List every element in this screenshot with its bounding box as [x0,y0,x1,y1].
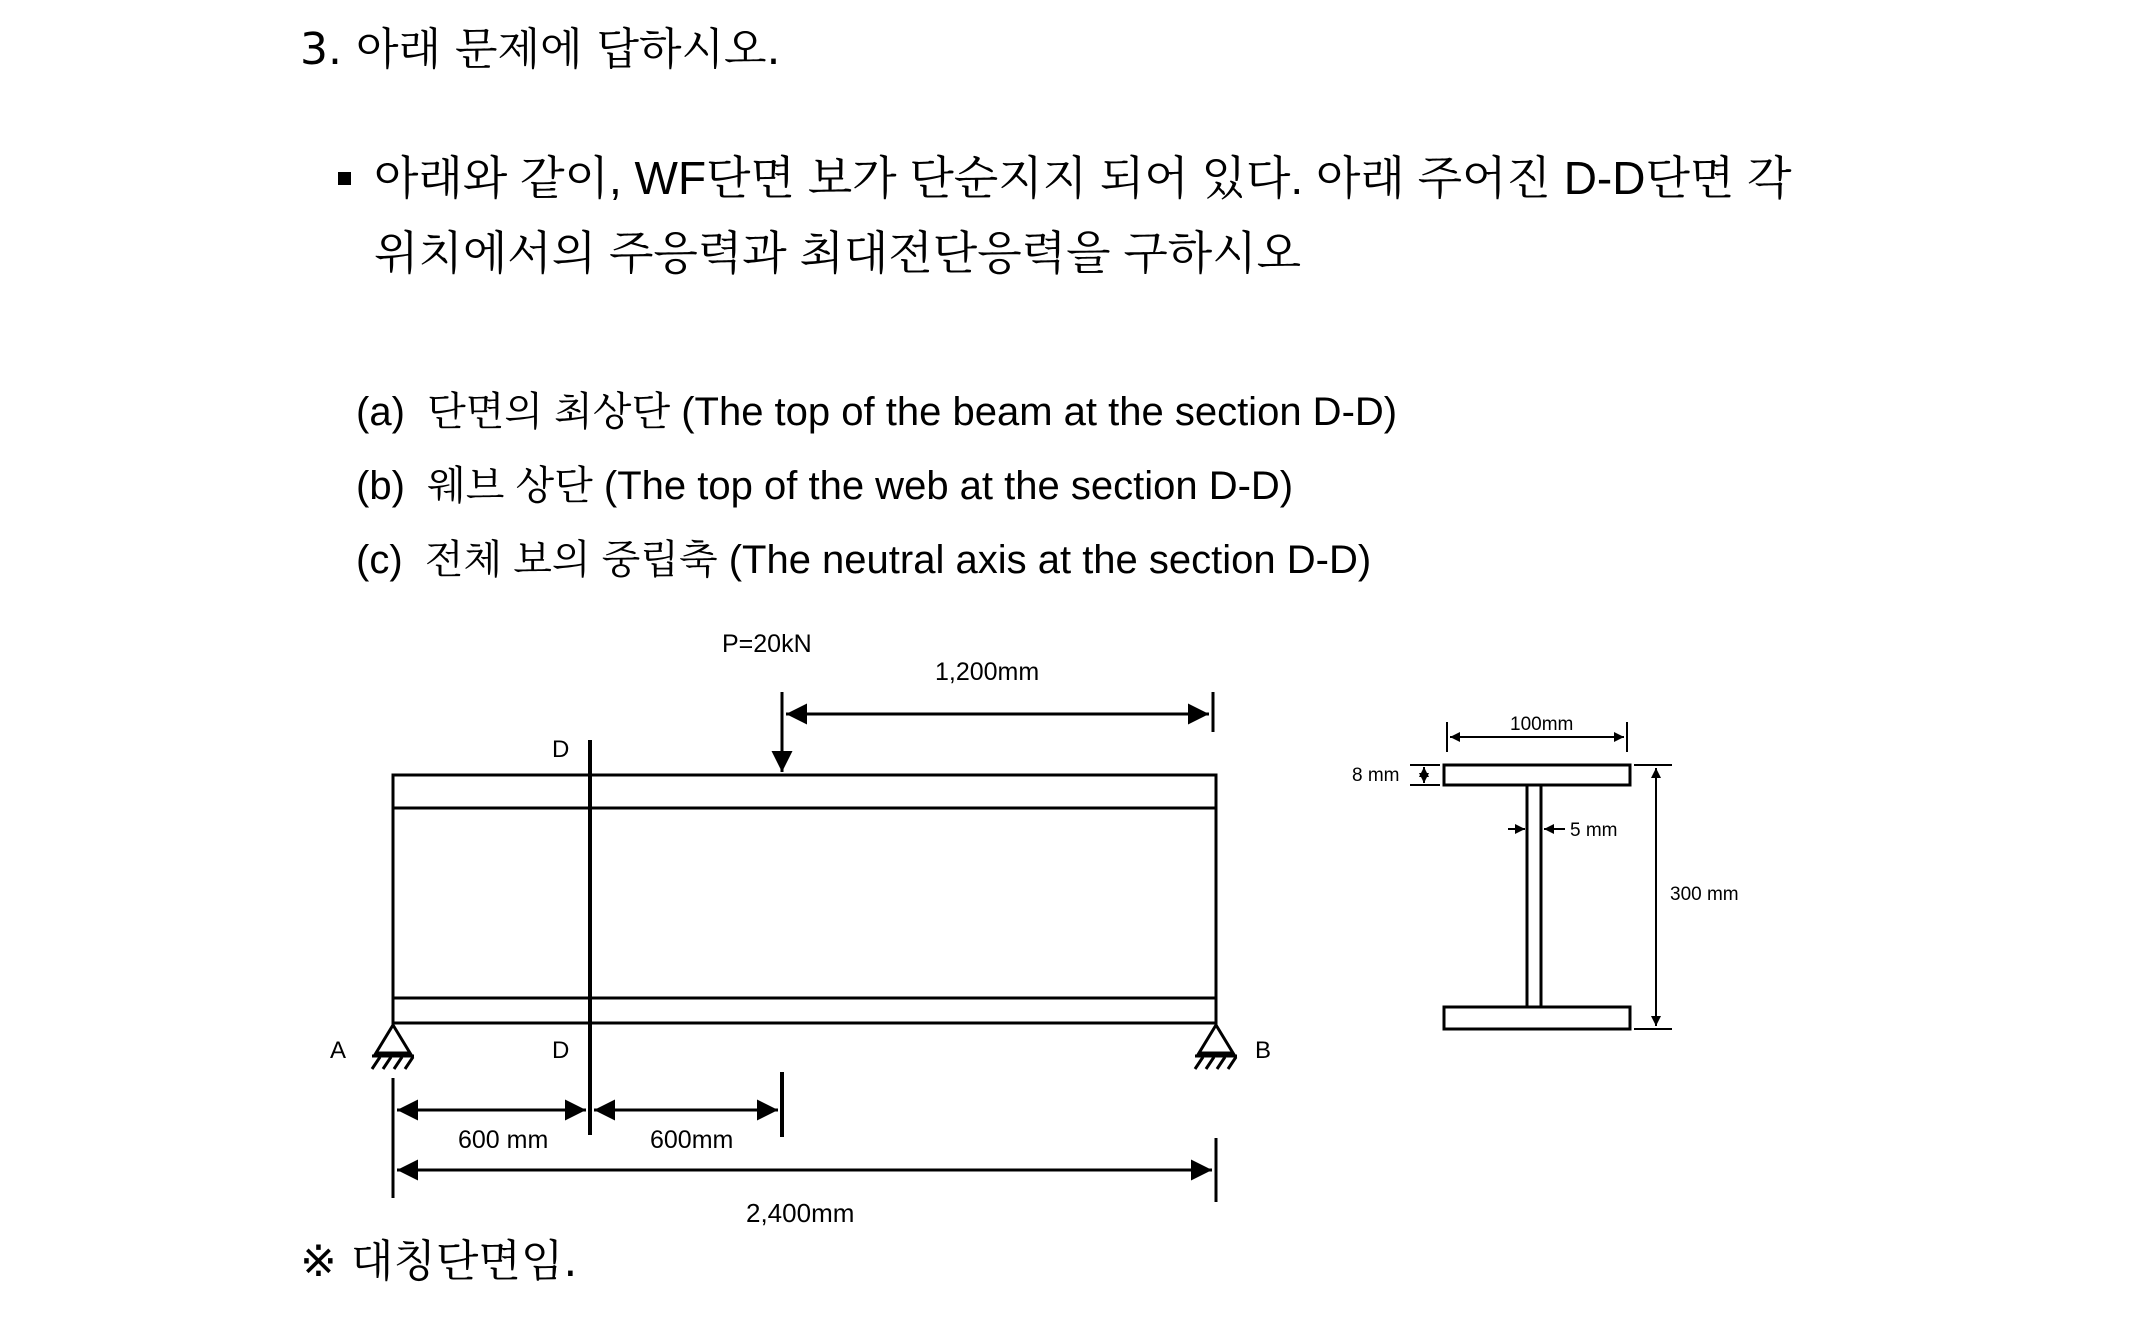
beam-outline [393,775,1216,1023]
dim-a-to-d-label: 600 mm [458,1126,549,1154]
sub-question-text: 전체 보의 중립축 (The neutral axis at the section D-D) [424,538,1372,582]
dim-flange-width-label: 100mm [1510,714,1574,735]
sub-question-label: (c) [356,538,403,582]
support-label-b: B [1255,1037,1272,1064]
section-label-top: D [552,736,570,763]
load-label: P=20kN [722,630,812,658]
section-label-bottom: D [552,1037,570,1064]
pin-support-b [1195,1025,1237,1069]
dim-d-to-load-label: 600mm [650,1126,734,1154]
problem-statement-line-1: 아래와 같이, WF단면 보가 단순지지 되어 있다. 아래 주어진 D-D단면 각 [374,152,1792,204]
dim-load-to-b-label: 1,200mm [935,658,1040,686]
symmetry-note: ※ 대칭단면임. [300,1236,578,1287]
dim-web-thickness-label: 5 mm [1570,820,1618,841]
pin-support-a [372,1025,414,1069]
sub-question-text: 단면의 최상단 (The top of the beam at the section D-D) [427,390,1398,434]
dim-total-label: 2,400mm [746,1198,855,1228]
sub-question-text: 웨브 상단 (The top of the web at the section D-D) [427,464,1294,508]
sub-question-label: (b) [356,464,405,508]
web [1527,785,1541,1007]
question-title: 3. 아래 문제에 답하시오. [300,24,781,75]
bottom-flange [1444,1007,1630,1029]
beam-elevation [393,775,1216,1023]
sub-question-label: (a) [356,390,405,434]
problem-statement-line-2: 위치에서의 주응력과 최대전단응력을 구하시오 [374,227,1302,279]
dim-total-height-label: 300 mm [1670,884,1739,905]
top-flange [1444,765,1630,785]
dim-flange-thickness-label: 8 mm [1352,765,1400,786]
support-label-a: A [330,1037,347,1064]
wf-cross-section [1444,765,1630,1029]
